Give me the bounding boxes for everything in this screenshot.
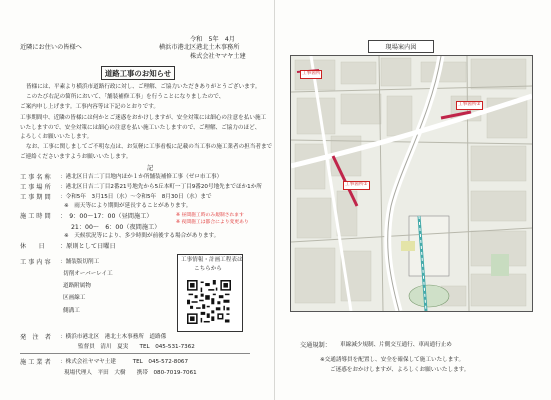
- footer-name: 監督員 清川 夏実 TEL 045-531-7362: [78, 344, 195, 350]
- footer-role: 発 注 者: [20, 334, 51, 341]
- content-item: 道路附属物: [63, 283, 91, 289]
- body-line: ご案内申し上げます。工事内容等は下記のとおりです。: [20, 104, 159, 110]
- footer-name: ：横浜市港北区 港北土木事務所 道路係: [60, 334, 167, 340]
- body-line: よろしくお願いいたします。: [20, 134, 93, 140]
- field-value: ：令和5年 3月15日（水）～令和5年 8月30日（水）まで: [60, 194, 212, 200]
- content-item: ：舗装版切削工: [60, 259, 100, 265]
- hours-note: ※ 天候状況等により、多少時間が前後する場合があります。: [64, 233, 220, 239]
- hours-night: 21：00～ 6：00（夜間施工）: [71, 224, 161, 231]
- field-label: 工 事 名 称: [20, 174, 51, 181]
- footer-role: 施 工 業 者: [20, 359, 51, 366]
- footer-name: ：株式会社ヤマヤ土建 TEL 045-572-8067: [60, 359, 189, 365]
- qr-caption: 工事情報・計画工程表は: [181, 257, 243, 263]
- recipient: 近隣にお住いの皆様へ: [20, 44, 82, 51]
- content-item: 側溝工: [63, 308, 80, 314]
- qr-code-icon[interactable]: [187, 280, 231, 324]
- site-label-2: 工事箇所②: [456, 101, 483, 110]
- hours-red-note: ※ 夜間施工は都合により変更あり: [176, 220, 249, 225]
- site-label-3: 工事箇所①: [343, 181, 370, 190]
- notice-title: 道路工事のお知らせ: [101, 66, 175, 80]
- date: 令和 5年 4月: [190, 36, 235, 43]
- qr-caption: こちらから: [194, 266, 222, 272]
- holiday-label: 休 日: [20, 243, 45, 250]
- field-value: ：港北区日吉二丁目2番21号地先から5丘本町一丁目9番20号地先までほか1か所: [60, 184, 262, 190]
- site-label-1: 工事箇所: [300, 70, 322, 79]
- traffic-note: ※交通誘導員を配置し、安全を確保して施工いたします。: [320, 357, 465, 363]
- hours-day: ： 9：00～17：00（昼間施工）: [60, 213, 153, 220]
- body-line: このたび右記の箇所において、「舗装補修工事」を行うことになりましたので、: [26, 94, 225, 100]
- hours-label: 施 工 時 間: [20, 213, 51, 220]
- body-line: 皆様には、平素より横浜市道路行政に対し、ご理解、ご協力いただきありがとうございます。: [26, 84, 261, 90]
- field-label: 工 事 場 所: [20, 184, 51, 191]
- content-label: 工 事 内 容: [20, 259, 51, 266]
- body-line: いたしますので、安全対策には細心の注意を払い施工いたしますので、ご理解、ご協力のほど、: [20, 125, 261, 131]
- center-fold: [274, 0, 275, 400]
- hours-red-note: ※ 昼間施工時のみ規制されます: [176, 213, 244, 218]
- content-item: 切削オーバーレイ工: [63, 271, 113, 277]
- content-item: 区画線工: [63, 295, 86, 301]
- office: 横浜市港北区港北土木事務所: [159, 44, 240, 51]
- field-value: ：港北区日吉二丁目地内ほか１か所舗装補修工事（ゼロ市工事）: [60, 174, 223, 180]
- field-label: 工 事 期 間: [20, 194, 51, 201]
- holiday-value: ：原則として日曜日: [60, 243, 116, 250]
- footer-name: 現場代理人 平田 大樹 携帯 080-7019-7061: [64, 370, 197, 376]
- body-line: なお、工事に関しましてご不明な点は、お気軽に工事看板に記載の当工事の施工業者の担当者まで: [26, 144, 273, 150]
- map-graphic: [291, 56, 532, 311]
- traffic-label: 交通規制：: [300, 342, 331, 349]
- footer-divider: [20, 353, 250, 354]
- body-line: ご連絡くださいますようお願いいたします。: [20, 154, 132, 160]
- company-line: 株式会社ヤマヤ土建: [190, 53, 246, 60]
- period-note: ※ 雨天等により期間が延長することがあります。: [64, 203, 192, 209]
- traffic-value: 車線減少規制、片側交互通行、車両通行止め: [340, 342, 452, 348]
- traffic-note: ご迷惑をおかけしますが、よろしくお願いいたします。: [330, 367, 470, 373]
- ki-heading: 記: [147, 165, 154, 172]
- map-title: 現場案内図: [368, 40, 434, 53]
- guide-map[interactable]: [290, 55, 533, 312]
- body-line: 工事期間中、近隣の皆様には何かとご迷惑をおかけしますが、安全対策には細心の注意を払い施工: [20, 115, 267, 121]
